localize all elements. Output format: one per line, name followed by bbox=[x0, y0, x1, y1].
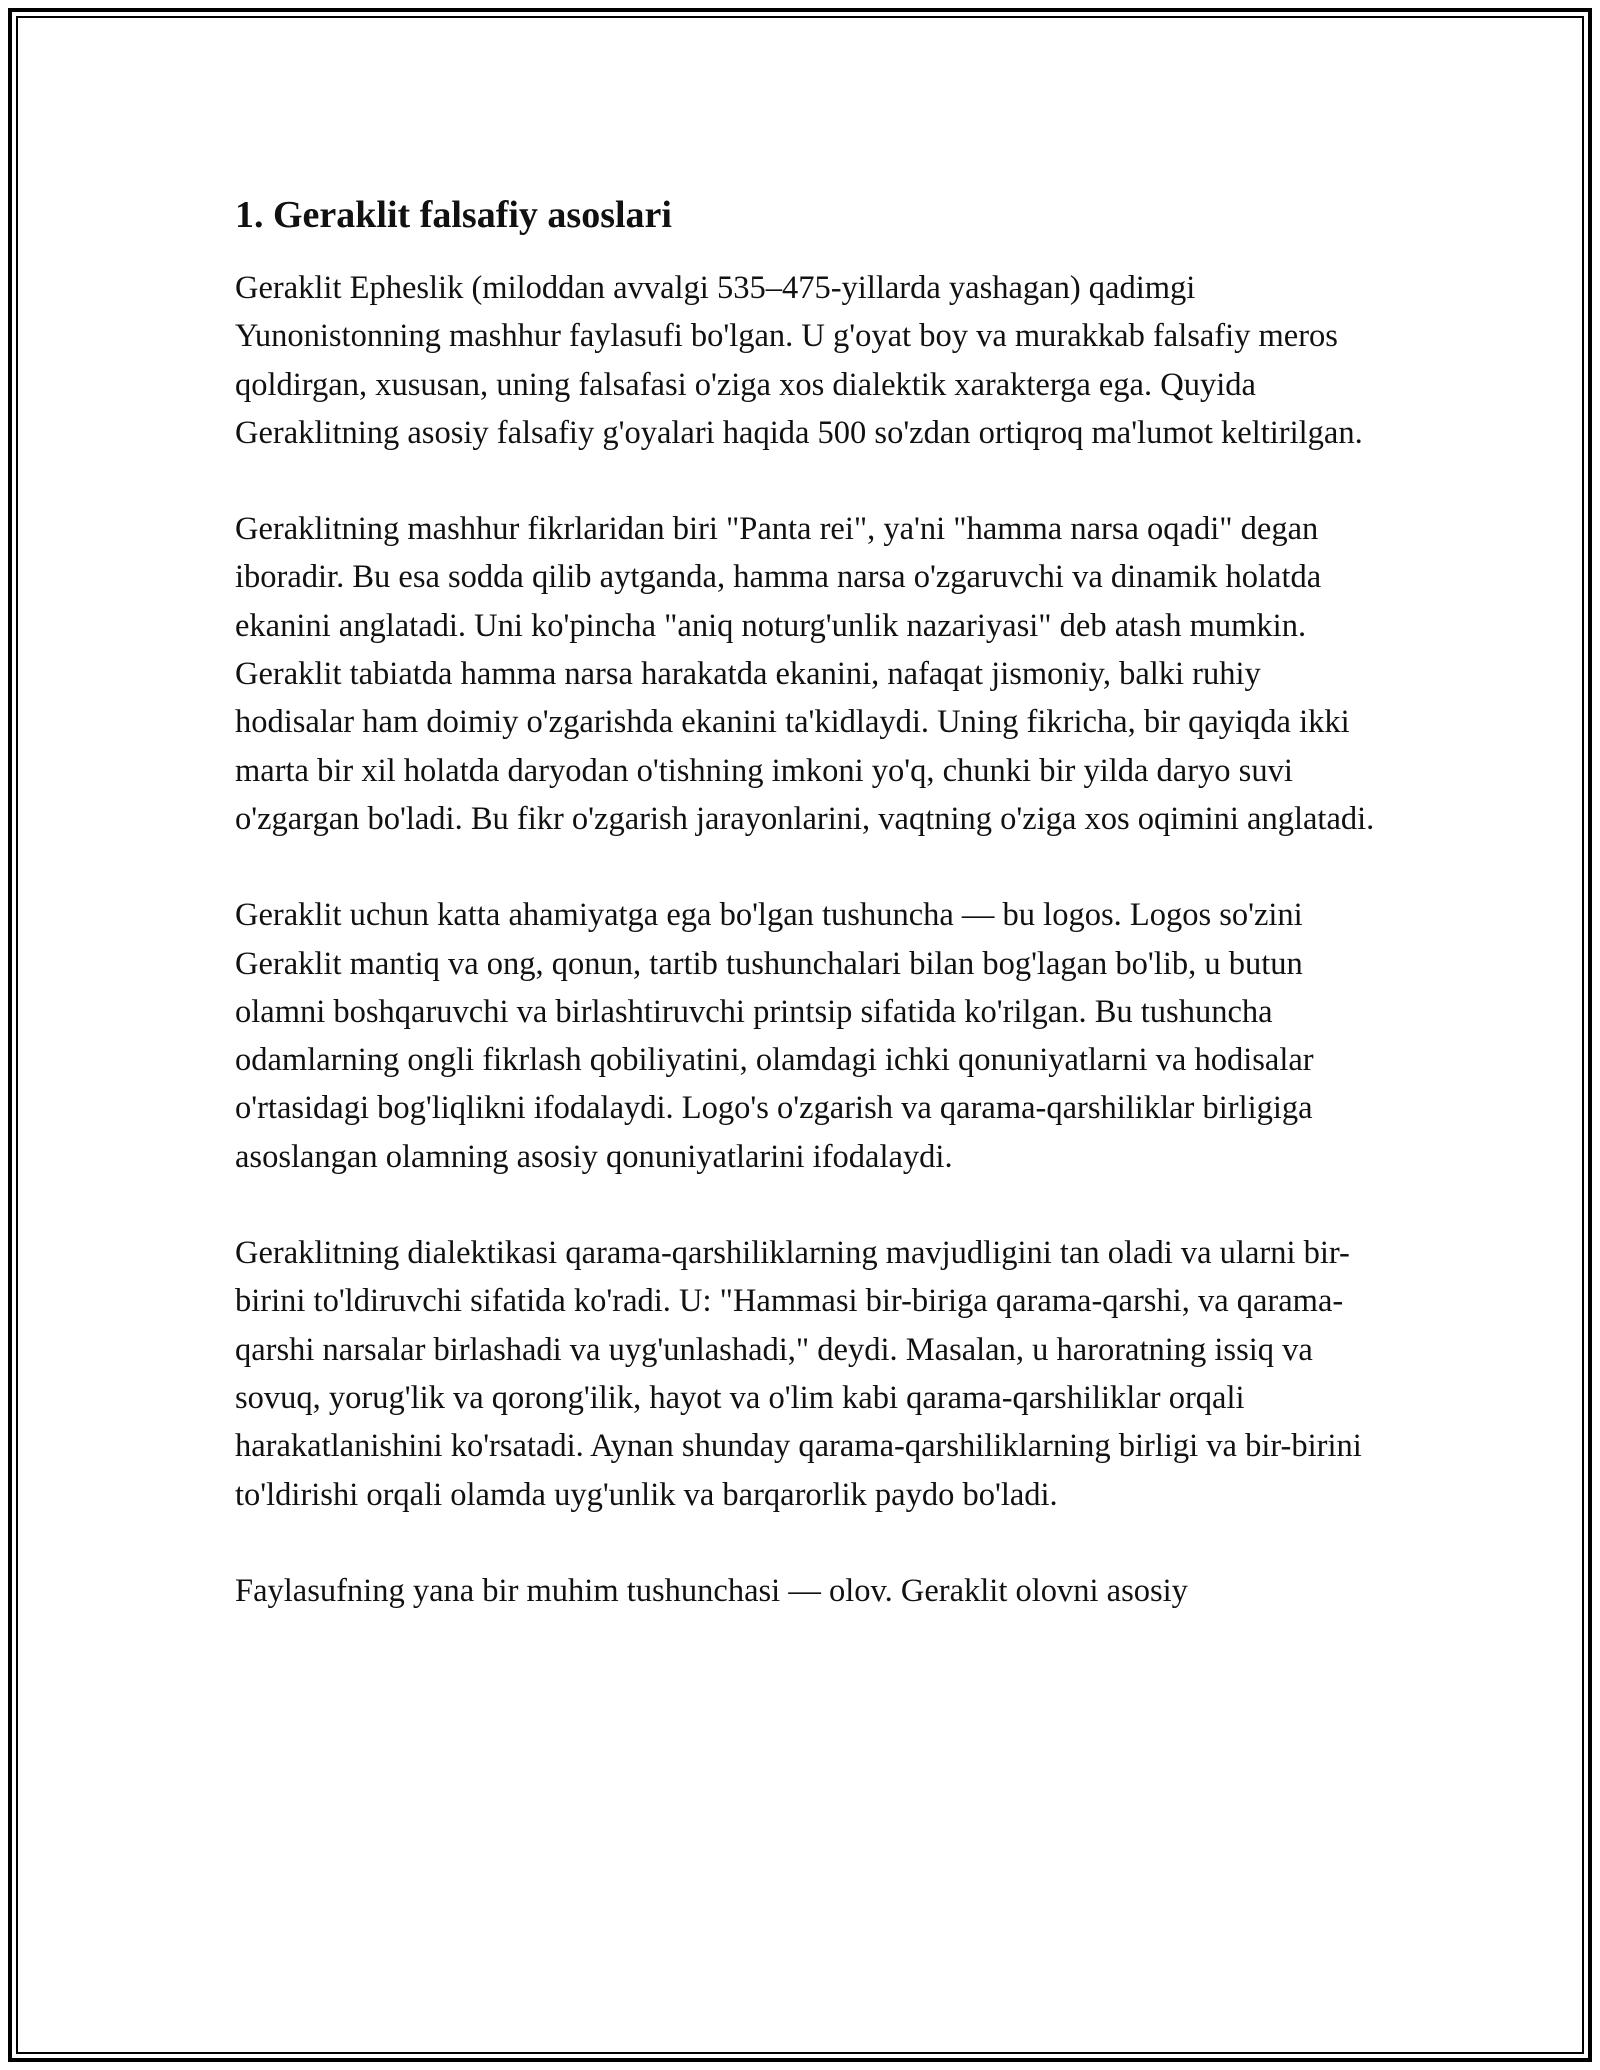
paragraph-fire: Faylasufning yana bir muhim tushunchasi — olov. Geraklit olovni asosiy bbox=[235, 1572, 1188, 1609]
paragraph-logos: Geraklit uchun katta ahamiyatga ega bo'lgan tushuncha — bu logos. Logos so'zini Geraklit mantiq va ong, qonun, tartib tushunchalari bilan bog'lagan bo'lib, u butun olamni boshqaruvchi va birlashtiruvchi printsip sifatida ko'rilgan. Bu tushuncha odamlarning ongli fikrlash qobiliyatini, olamdagi ichki qonuniyatlarni va hodisalar o'rtasidagi bog'liqlikni ifodalaydi. Logo's o'zgarish va qarama-qarshiliklar birligiga asoslangan olamning asosiy qonuniyatlarini ifodalaydi. bbox=[235, 897, 1314, 1175]
paragraph-dialectics: Geraklitning dialektikasi qarama-qarshiliklarning mavjudligini tan oladi va ularni bir-birini to'ldiruvchi sifatida ko'radi. U: "Hammasi bir-biriga qarama-qarshi, va qarama-qarshi narsalar birlashadi va uyg'unlashadi," deydi. Masalan, u haroratning issiq va sovuq, yorug'lik va qorong'ilik, hayot va o'lim kabi qarama-qarshiliklar orqali harakatlanishini ko'rsatadi. Aynan shunday qarama-qarshiliklarning birligi va bir-birini to'ldirishi orqali olamda uyg'unlik va barqarorlik paydo bo'ladi. bbox=[235, 1235, 1362, 1513]
document-body bbox=[235, 188, 1380, 1615]
paragraph-panta-rei: Geraklitning mashhur fikrlaridan biri "Panta rei", ya'ni "hamma narsa oqadi" degan iboradir. Bu esa sodda qilib aytganda, hamma narsa o'zgaruvchi va dinamik holatda ekanini anglatadi. Uni ko'pincha "aniq noturg'unlik nazariyasi" deb atash mumkin. Geraklit tabiatda hamma narsa harakatda ekanini, nafaqat jismoniy, balki ruhiy hodisalar ham doimiy o'zgarishda ekanini ta'kidlaydi. Uning fikricha, bir qayiqda ikki marta bir xil holatda daryodan o'tishning imkoni yo'q, chunki bir yilda daryo suvi o'zgargan bo'ladi. Bu fikr o'zgarish jarayonlarini, vaqtning o'ziga xos oqimini anglatadi. bbox=[235, 511, 1375, 837]
paragraph-intro: Geraklit Epheslik (miloddan avvalgi 535–475-yillarda yashagan) qadimgi Yunonistonning mashhur faylasufi bo'lgan. U g'oyat boy va murakkab falsafiy meros qoldirgan, xususan, uning falsafasi o'ziga xos dialektik xarakterga ega. Quyida Geraklitning asosiy falsafiy g'oyalari haqida 500 so'zdan ortiqroq ma'lumot keltirilgan. bbox=[235, 270, 1363, 451]
section-heading: 1. Geraklit falsafiy asoslari bbox=[235, 194, 672, 236]
